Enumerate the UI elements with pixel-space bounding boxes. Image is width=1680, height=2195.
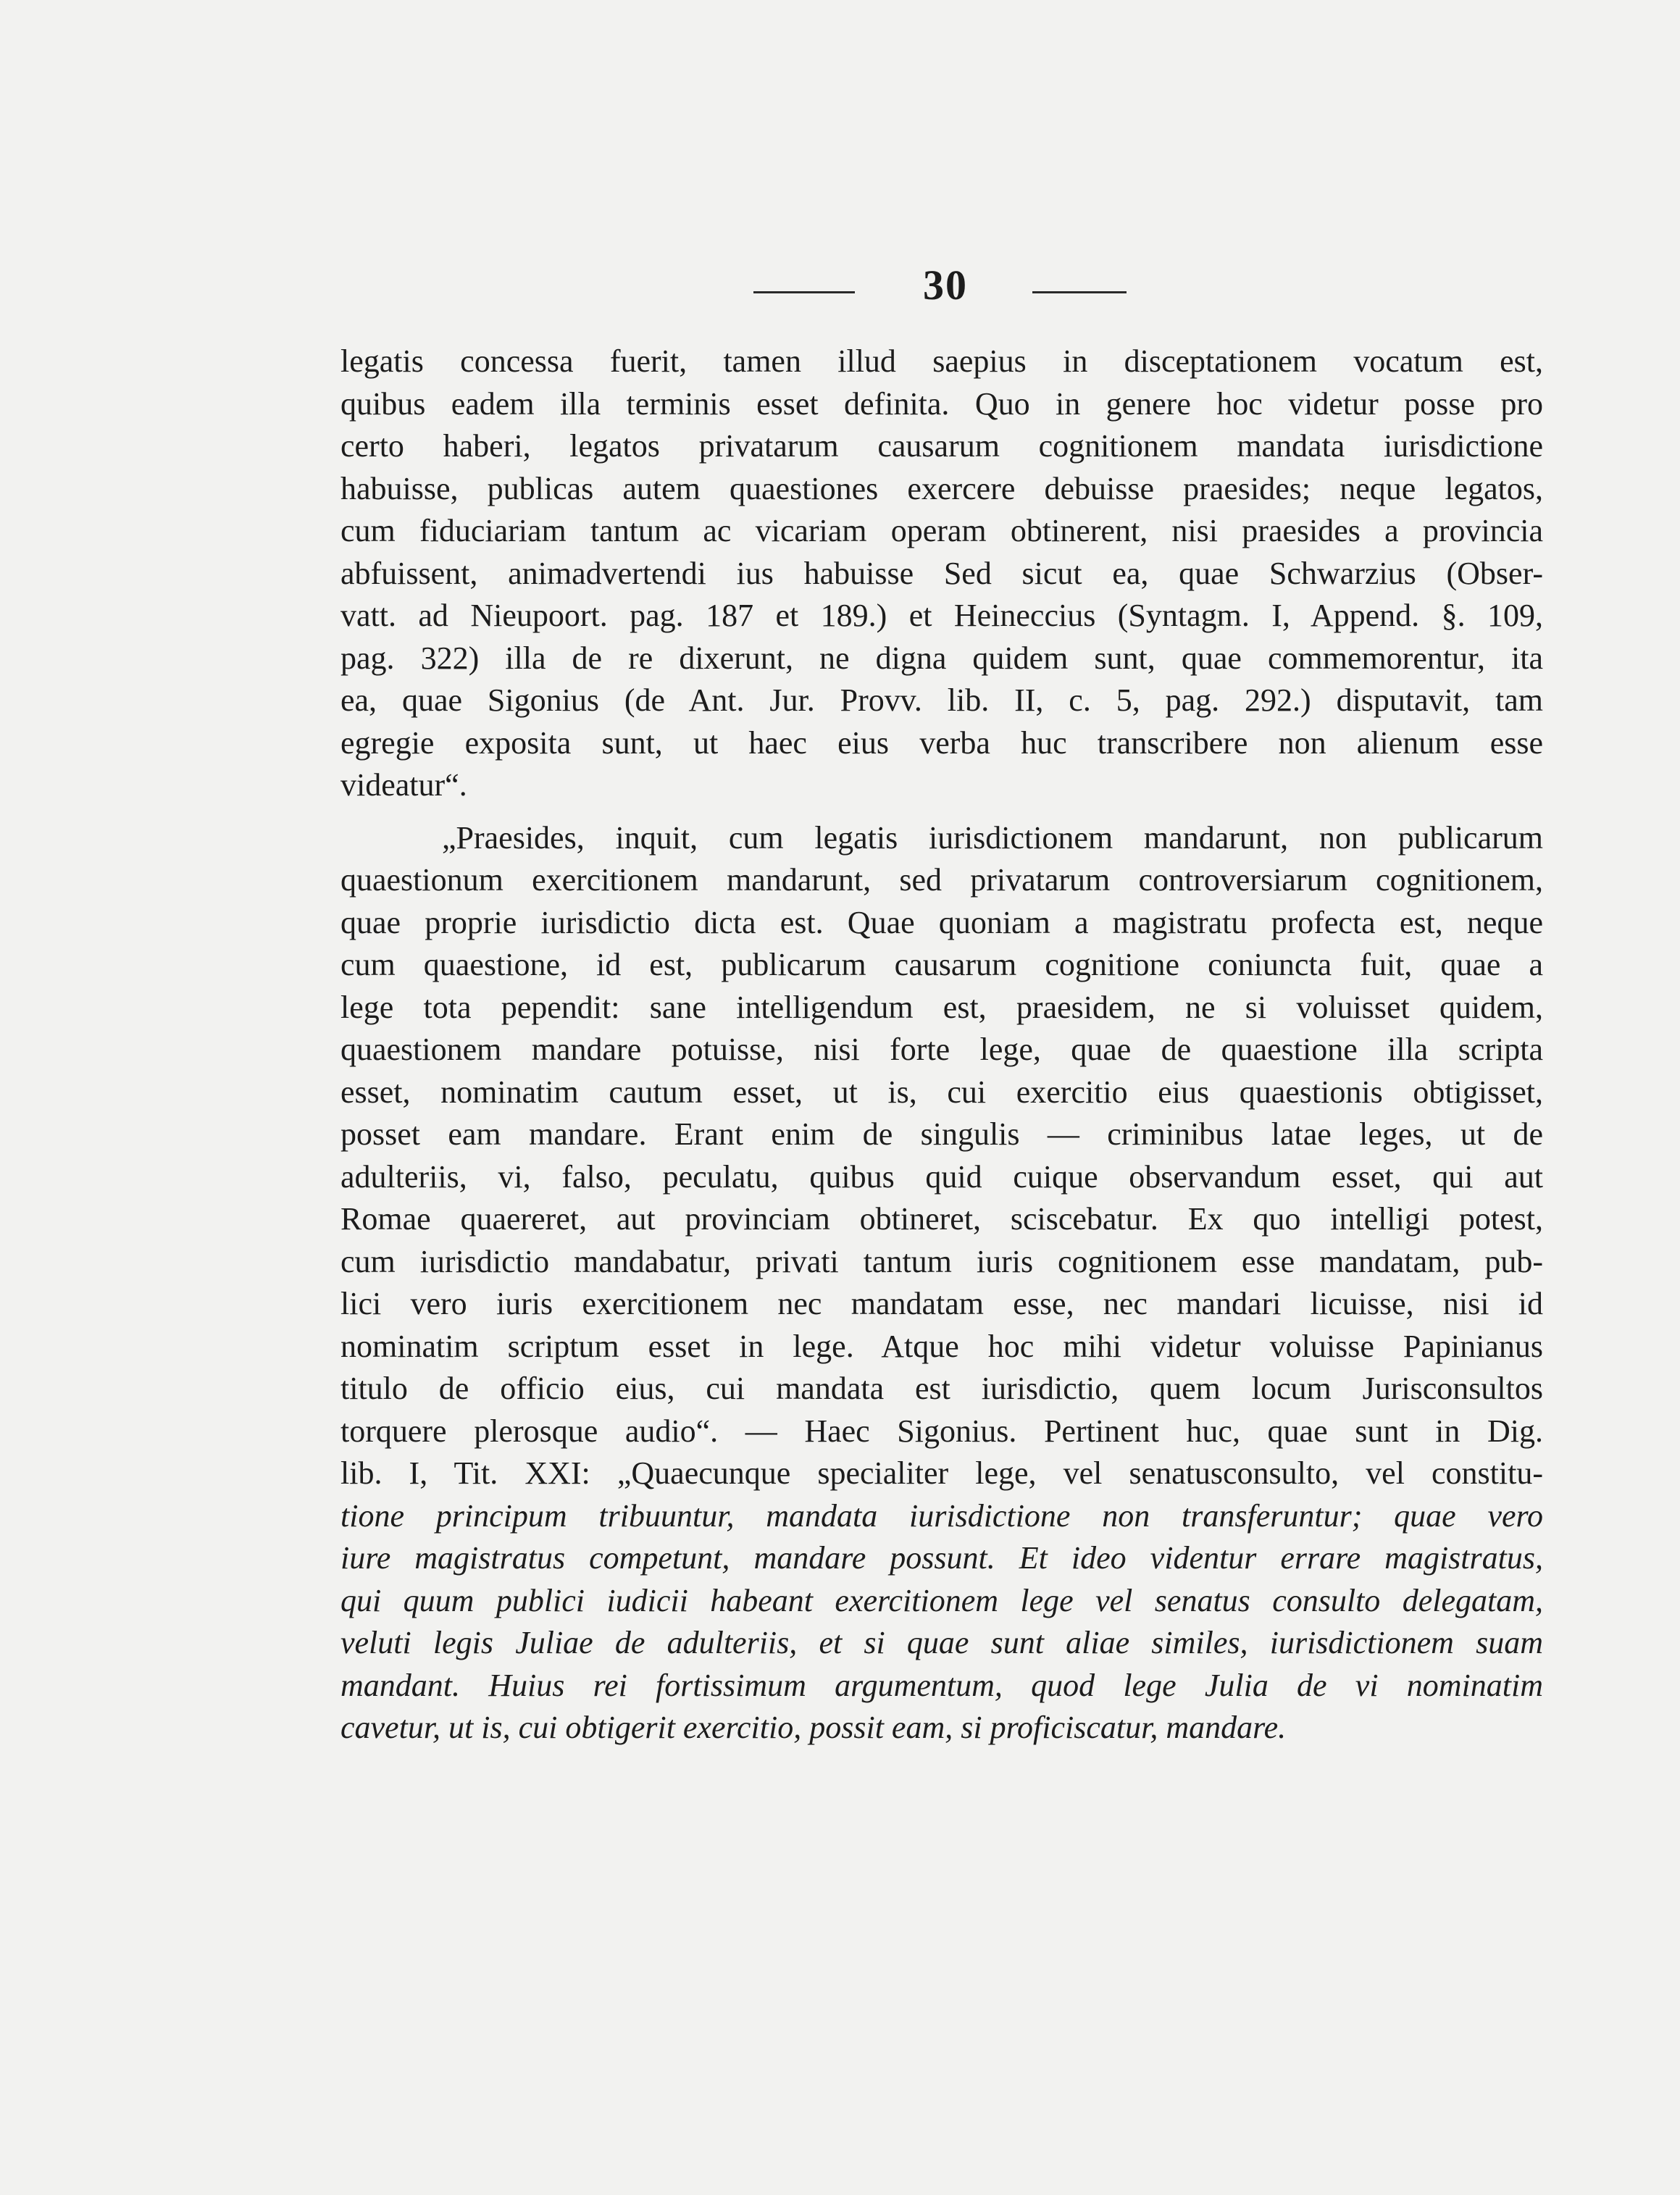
- text-line: cum fiduciariam tantum ac vicariam operam obtinerent, nisi praesides a provincia: [340, 513, 1543, 548]
- text-line: esset, nominatim cautum esset, ut is, cui exercitio eius quaestionis obtigisset,: [340, 1074, 1543, 1110]
- text-line: cum quaestione, id est, publicarum causarum cognitione coniuncta fuit, quae a: [340, 947, 1543, 982]
- body-text: [340, 340, 1543, 1749]
- text-line: pag. 322) illa de re dixerunt, ne digna quidem sunt, quae commemorentur, ita: [340, 640, 1543, 676]
- text-line: cavetur, ut is, cui obtigerit exercitio, possit eam, si proficiscatur, mandare.: [340, 1710, 1287, 1745]
- text-line: lib. I, Tit. XXI: „Quaecunque specialiter lege, vel senatusconsulto, vel constitu-: [340, 1455, 1543, 1491]
- header-rule-right: [1032, 291, 1127, 293]
- text-line: titulo de officio eius, cui mandata est iurisdictio, quem locum Jurisconsultos: [340, 1371, 1543, 1406]
- text-line: quaestionem mandare potuisse, nisi forte lege, quae de quaestione illa scripta: [340, 1032, 1543, 1067]
- text-line: Romae quaereret, aut provinciam obtineret, sciscebatur. Ex quo intelligi potest,: [340, 1201, 1543, 1237]
- text-line: habuisse, publicas autem quaestiones exercere debuisse praesides; neque legatos,: [340, 470, 1543, 506]
- text-line: nominatim scriptum esset in lege. Atque hoc mihi videtur voluisse Papinianus: [340, 1328, 1543, 1364]
- text-line: veluti legis Juliae de adulteriis, et si quae sunt aliae similes, iurisdictionem suam: [340, 1625, 1543, 1660]
- text-line: lici vero iuris exercitionem nec mandatam esse, nec mandari licuisse, nisi id: [340, 1286, 1543, 1321]
- text-line: adulteriis, vi, falso, peculatu, quibus quid cuique observandum esset, qui aut: [340, 1158, 1543, 1195]
- header-rule-left: [753, 291, 855, 293]
- page-number: 30: [923, 262, 968, 309]
- text-line: legatis concessa fuerit, tamen illud saepius in disceptationem vocatum est,: [340, 343, 1543, 379]
- text-line: mandant. Huius rei fortissimum argumentum, quod lege Julia de vi nominatim: [340, 1667, 1543, 1703]
- text-line: abfuissent, animadvertendi ius habuisse Sed sicut ea, quae Schwarzius (Obser-: [340, 555, 1543, 591]
- text-line: tione principum tribuuntur, mandata iurisdictione non transferuntur; quae vero: [340, 1497, 1543, 1534]
- text-line: videatur“.: [340, 767, 467, 803]
- text-line: egregie exposita sunt, ut haec eius verba huc transcribere non alienum esse: [340, 724, 1543, 761]
- page-header: [0, 261, 1680, 319]
- text-line: posset eam mandare. Erant enim de singulis — criminibus latae leges, ut de: [340, 1116, 1543, 1152]
- text-line: quae proprie iurisdictio dicta est. Quae quoniam a magistratu profecta est, neque: [340, 904, 1543, 940]
- text-line: „Praesides, inquit, cum legatis iurisdictionem mandarunt, non publicarum: [442, 819, 1543, 856]
- paragraph-gap: [340, 807, 1543, 817]
- text-line: vatt. ad Nieupoort. pag. 187 et 189.) et Heineccius (Syntagm. I, Append. §. 109,: [340, 598, 1543, 633]
- text-line: qui quum publici iudicii habeant exercitionem lege vel senatus consulto delegatam,: [340, 1582, 1543, 1618]
- text-line: lege tota pependit: sane intelligendum est, praesidem, ne si voluisset quidem,: [340, 989, 1543, 1025]
- text-line: torquere plerosque audio“. — Haec Sigonius. Pertinent huc, quae sunt in Dig.: [340, 1413, 1543, 1449]
- text-line: quaestionum exercitionem mandarunt, sed privatarum controversiarum cognitionem,: [340, 862, 1543, 898]
- text-line: quibus eadem illa terminis esset definita. Quo in genere hoc videtur posse pro: [340, 385, 1543, 422]
- text-line: iure magistratus competunt, mandare possunt. Et ideo videntur errare magistratus,: [340, 1540, 1543, 1576]
- text-line: certo haberi, legatos privatarum causarum cognitionem mandata iurisdictione: [340, 428, 1543, 464]
- text-line: cum iurisdictio mandabatur, privati tantum iuris cognitionem esse mandatam, pub-: [340, 1243, 1543, 1279]
- text-line: ea, quae Sigonius (de Ant. Jur. Provv. lib. II, c. 5, pag. 292.) disputavit, tam: [340, 682, 1543, 718]
